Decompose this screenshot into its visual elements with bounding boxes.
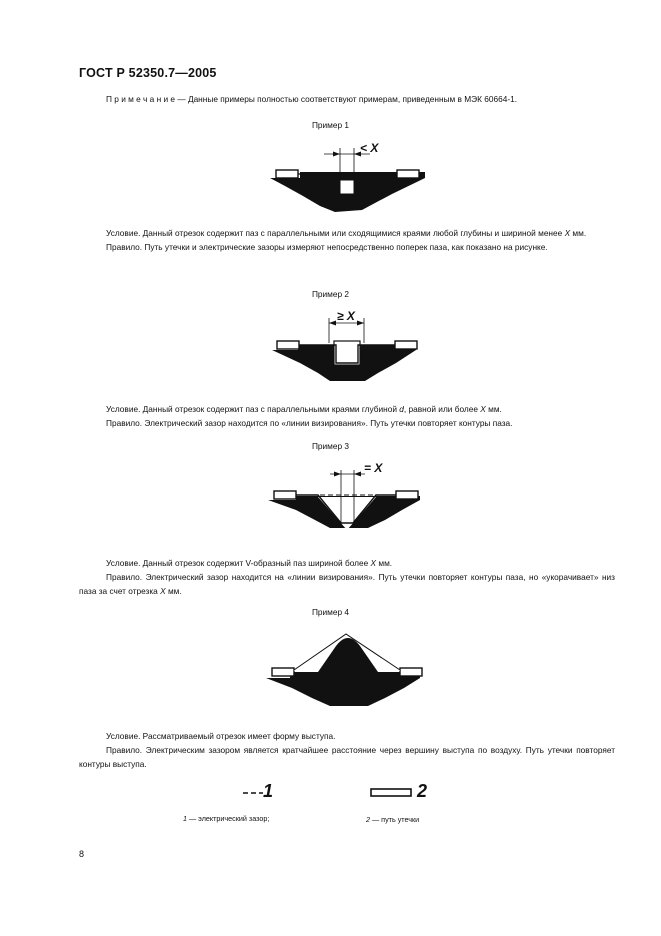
ex2-slot [334,341,360,365]
ex3-dim-label: = X [364,461,383,475]
ex1-condition-b: мм. [570,228,587,238]
legend-2-num-ref: 2 [366,815,370,824]
example-3-figure [0,458,661,548]
ex3-condition-var: X [370,558,377,568]
ex1-rule: Правило. Путь утечки и электрические зазоры измеряют непосредственно поперек паза, как показано на рисунке. [106,242,548,252]
legend-1-label [183,814,269,823]
example-2-text [79,402,615,430]
example-2-caption: Пример 2 [311,289,350,299]
ex1-slot [340,180,354,194]
ex3-right-pad [396,491,418,499]
document-header: ГОСТ Р 52350.7—2005 [79,66,217,80]
ex3-arrow-right [354,472,361,477]
ex2-condition-b: , равной или более [403,404,481,414]
ex3-rule-b: мм. [165,586,182,596]
ex2-arrow-right [357,321,364,326]
note-text: Данные примеры полностью соответствуют примерам, приведенным в МЭК 60664-1. [187,94,518,104]
example-2-figure [0,305,661,385]
ex1-arrow-left [333,152,340,157]
ex1-right-pad [397,170,419,178]
note-label: П р и м е ч а н и е — [106,94,188,104]
ex1-condition-var: X [564,228,571,238]
ex2-condition-var: d [399,404,404,414]
ex2-condition-var2: X [480,404,486,414]
ex1-dim-label: < X [360,141,379,155]
example-4-text [79,729,615,771]
example-1-caption: Пример 1 [311,120,350,130]
ex3-rule-var: X [160,586,166,596]
legend-1-text: — электрический зазор; [187,814,270,823]
legend-1-number: 1 [263,781,274,801]
legend-1-num-ref: 1 [183,814,187,823]
ex2-rule: Правило. Электрический зазор находится по «линии визирования». Путь утечки повторяет контуры паза. [106,418,513,428]
ex2-left-pad [277,341,299,349]
legend-2-number: 2 [417,781,428,801]
legend-symbols [0,780,661,810]
legend-2-text: — путь утечки [370,815,420,824]
legend-creepage-symbol [371,789,411,796]
ex4-left-pad [272,668,294,676]
ex4-right-pad [400,668,422,676]
example-4-caption: Пример 4 [311,607,350,617]
example-3-caption: Пример 3 [311,441,350,451]
ex4-rule: Правило. Электрическим зазором является кратчайшее расстояние через вершину выступа по воздуху. Путь утечки повторяет контуры выступа. [79,745,615,769]
example-1-figure [0,132,661,217]
page-number: 8 [79,849,85,859]
ex2-condition-c: мм. [485,404,502,414]
ex2-condition-a: Условие. Данный отрезок содержит паз с параллельными краями глубиной [106,404,400,414]
ex3-rule-a: Правило. Электрический зазор находится на «линии визирования». Путь утечки повторяет контуры паза, но «укорачивает» низ паза за счет отрезка [79,572,615,596]
ex3-condition-b: мм. [376,558,393,568]
ex2-arrow-left [329,321,336,326]
example-1-text [79,226,615,254]
ex2-right-pad [395,341,417,349]
example-3-text [79,556,615,598]
note-paragraph [79,92,615,106]
legend-2-label [366,815,419,824]
ex2-dim-label: ≥ X [337,309,355,323]
ex3-condition-a: Условие. Данный отрезок содержит V-образный паз шириной более [106,558,371,568]
ex3-left-pad [274,491,296,499]
ex3-arrow-left [334,472,341,477]
ex4-condition: Условие. Рассматриваемый отрезок имеет форму выступа. [106,731,336,741]
example-4-figure [0,624,661,714]
ex1-condition-a: Условие. Данный отрезок содержит паз с параллельными или сходящимися краями любой глубины и шириной менее [106,228,565,238]
ex1-left-pad [276,170,298,178]
